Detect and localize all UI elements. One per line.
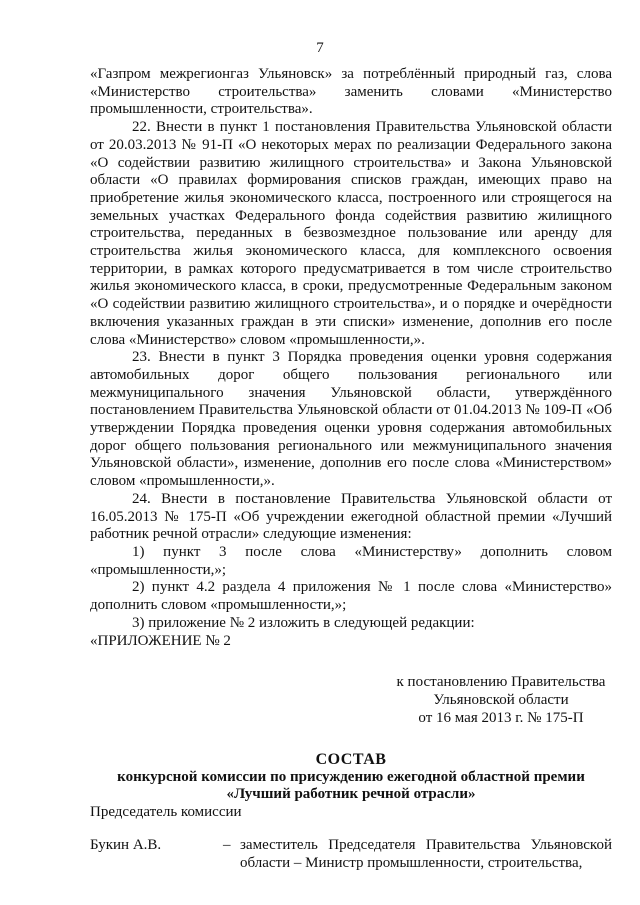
paragraph-22: 22. Внести в пункт 1 постановления Правительства Ульяновской области от 20.03.2013 № 91-П «О некоторых мерах по реализации Федерального закона «О содействии развитию жилищного строительства» и Закона Ульяновской области «О правилах формирования списков граждан, имеющих право на приобретение жилья экономического класса, построенного или строящегося на земельных участках Федерального фонда содействия развитию жилищного строительства, переданных в безвозмездное пользование или аренду для строительства жилья экономического класса, для комплексного освоения территории, в рамках которого предусматривается в том числе строительство жилья экономического класса, в сроки, предусмотренные Федеральным законом «О содействии развитию жилищного строительства», и о порядке и очерёдности включения указанных граждан в эти списки» изменение, дополнив его после слова «Министерство» словом «промышленности,». <box>90 119 612 348</box>
appendix-line-2: Ульяновской области <box>433 692 569 709</box>
chair-label: Председатель комиссии <box>90 803 242 820</box>
list-item-1: 1) пункт 3 после слова «Министерству» дополнить словом «промышленности,»; <box>90 543 612 578</box>
heading-subtitle-1: конкурсной комиссии по присуждению ежегодной областной премии <box>117 768 585 785</box>
appendix-reference <box>390 673 612 727</box>
paragraph-continuation: «Газпром межрегионгаз Ульяновск» за потреблённый природный газ, слова «Министерство строительства» заменить словами «Министерство промышленности, строительства». <box>90 66 612 118</box>
member-name: Букин А.В. <box>90 837 162 854</box>
appendix-line-3: от 16 мая 2013 г. № 175-П <box>418 710 584 727</box>
member-description: заместитель Председателя Правительства Ульяновской области – Министр промышленности, строительства, <box>240 837 612 872</box>
member-dash: – <box>223 837 231 854</box>
paragraph-24: 24. Внести в постановление Правительства Ульяновской области от 16.05.2013 № 175-П «Об учреждении ежегодной областной премии «Лучший работник речной отрасли» следующие изменения: <box>90 490 612 543</box>
appendix-title: «ПРИЛОЖЕНИЕ № 2 <box>90 632 231 649</box>
page-number: 7 <box>316 40 324 56</box>
paragraph-23: 23. Внести в пункт 3 Порядка проведения оценки уровня содержания автомобильных дорог общего пользования регионального или межмуниципального значения Ульяновской области, утверждённого постановлением Правительства Ульяновской области от 01.04.2013 № 109-П «Об утверждении Порядка проведения оценки уровня содержания автомобильных дорог общего пользования регионального или межмуниципального значения Ульяновской области», изменение, дополнив его после слова «Министерством» словом «промышленности,». <box>90 349 612 490</box>
appendix-line-1: к постановлению Правительства <box>396 674 606 691</box>
list-item-3: 3) приложение № 2 изложить в следующей редакции: <box>132 614 475 631</box>
list-item-2: 2) пункт 4.2 раздела 4 приложения № 1 после слова «Министерство» дополнить словом «промышленности,»; <box>90 579 612 614</box>
document-body <box>90 66 612 873</box>
heading-subtitle-2: «Лучший работник речной отрасли» <box>226 786 476 803</box>
section-heading <box>90 751 612 804</box>
member-entry <box>90 837 612 872</box>
heading-title: СОСТАВ <box>315 751 387 769</box>
